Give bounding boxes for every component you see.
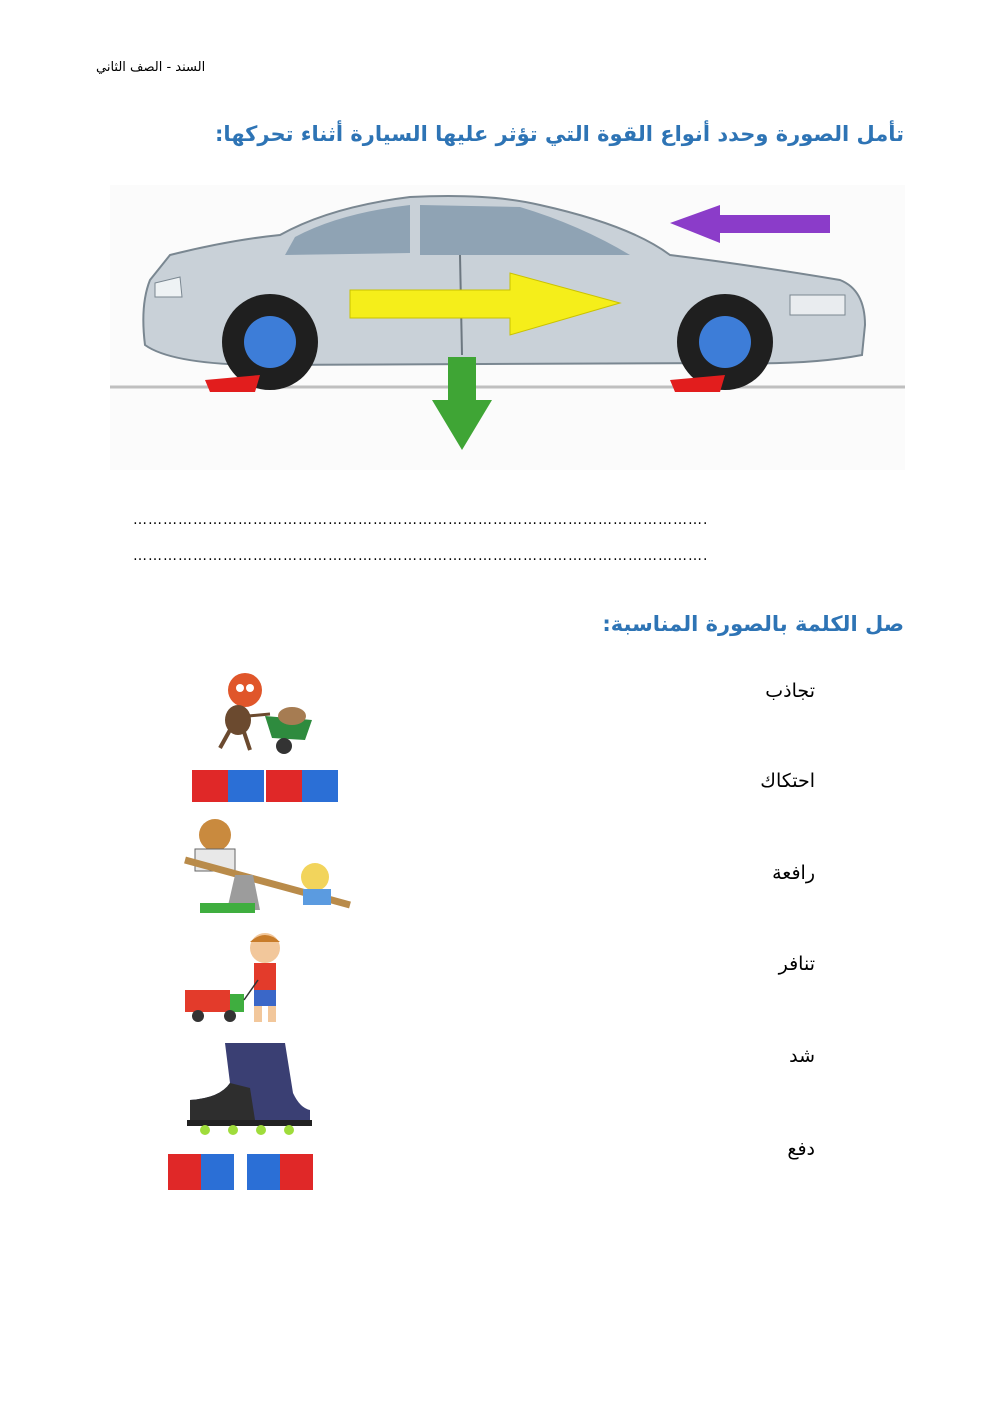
header-label: السند - الصف الثاني — [96, 60, 206, 75]
magnets-repel-picture[interactable] — [165, 1150, 315, 1194]
car-forces-image — [110, 185, 905, 470]
answer-line-2[interactable]: ……………………………………………………………………………………………………. — [133, 548, 709, 564]
ant-wheelbarrow-picture[interactable] — [200, 668, 320, 758]
seesaw-picture[interactable] — [165, 815, 360, 925]
word-push[interactable]: دفع — [787, 1138, 815, 1160]
word-friction[interactable]: احتكاك — [760, 770, 815, 792]
boy-toy-truck-picture[interactable] — [180, 930, 305, 1030]
word-lever[interactable]: رافعة — [772, 862, 815, 884]
question1-title: تأمل الصورة وحدد أنواع القوة التي تؤثر عليها السيارة أثناء تحركها: — [215, 122, 904, 146]
magnets-attract-picture[interactable] — [190, 768, 340, 804]
word-attraction[interactable]: تجاذب — [765, 680, 815, 702]
answer-line-1[interactable]: ……………………………………………………………………………………………………. — [133, 512, 709, 528]
question2-title: صل الكلمة بالصورة المناسبة: — [602, 612, 904, 636]
roller-skate-picture[interactable] — [175, 1038, 320, 1135]
word-repulsion[interactable]: تنافر — [778, 953, 815, 975]
word-pull[interactable]: شد — [789, 1045, 815, 1067]
